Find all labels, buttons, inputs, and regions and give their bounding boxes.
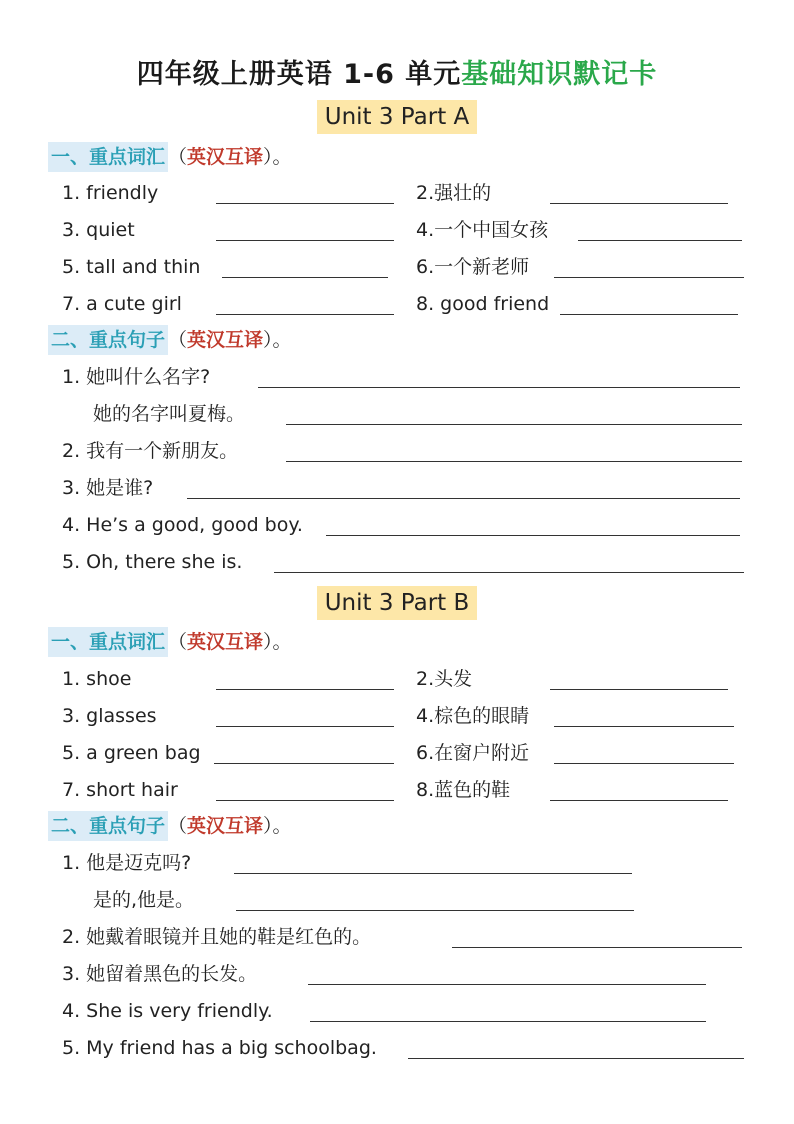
vocab-item: 2.头发: [416, 668, 473, 690]
vocab-item: 4.棕色的眼睛: [416, 705, 530, 727]
sentence-item: 4. She is very friendly.: [62, 1000, 273, 1022]
answer-blank[interactable]: [258, 387, 740, 388]
unit-a-vocab-heading: 一、重点词汇 （英汉互译）。: [48, 142, 292, 172]
sentence-item: 1. 他是迈克吗?: [62, 852, 192, 874]
answer-blank[interactable]: [408, 1058, 744, 1059]
answer-blank[interactable]: [236, 910, 634, 911]
unit-b-sentence-title: 二、重点句子: [48, 811, 168, 841]
sentence-item: 4. He’s a good, good boy.: [62, 514, 303, 536]
answer-blank[interactable]: [554, 726, 734, 727]
answer-blank[interactable]: [216, 689, 394, 690]
vocab-item: 1. shoe: [62, 668, 132, 690]
answer-blank[interactable]: [560, 314, 738, 315]
page-title: [0, 52, 794, 91]
unit-b-vocab-note: 英汉互译: [187, 631, 264, 653]
unit-a-sentence-heading: 二、重点句子 （英汉互译）。: [48, 325, 292, 355]
answer-blank[interactable]: [554, 763, 734, 764]
vocab-item: 3. quiet: [62, 219, 135, 241]
answer-blank[interactable]: [550, 203, 728, 204]
answer-blank[interactable]: [326, 535, 740, 536]
unit-b-label: Unit 3 Part B: [317, 586, 478, 620]
unit-b-vocab-heading: 一、重点词汇 （英汉互译）。: [48, 627, 292, 657]
sentence-item: 5. My friend has a big schoolbag.: [62, 1037, 377, 1059]
answer-blank[interactable]: [216, 726, 394, 727]
vocab-item: 5. tall and thin: [62, 256, 201, 278]
vocab-item: 7. short hair: [62, 779, 178, 801]
vocab-item: 6.在窗户附近: [416, 742, 530, 764]
title-main: 四年级上册英语 1-6 单元: [136, 59, 462, 90]
answer-blank[interactable]: [550, 689, 728, 690]
answer-blank[interactable]: [214, 763, 394, 764]
answer-blank[interactable]: [286, 461, 742, 462]
answer-blank[interactable]: [234, 873, 632, 874]
answer-blank[interactable]: [216, 240, 394, 241]
answer-blank[interactable]: [187, 498, 740, 499]
unit-b-heading: [0, 586, 794, 620]
answer-blank[interactable]: [222, 277, 388, 278]
sentence-item: 是的,他是。: [93, 889, 195, 911]
sentence-item: 她的名字叫夏梅。: [93, 403, 246, 425]
answer-blank[interactable]: [310, 1021, 706, 1022]
vocab-item: 8. good friend: [416, 293, 550, 315]
answer-blank[interactable]: [554, 277, 744, 278]
answer-blank[interactable]: [216, 800, 394, 801]
answer-blank[interactable]: [286, 424, 742, 425]
unit-b-sentence-heading: 二、重点句子 （英汉互译）。: [48, 811, 292, 841]
unit-a-sentence-note: 英汉互译: [187, 329, 264, 351]
unit-a-sentence-title: 二、重点句子: [48, 325, 168, 355]
answer-blank[interactable]: [308, 984, 706, 985]
sentence-item: 2. 我有一个新朋友。: [62, 440, 239, 462]
sentence-item: 5. Oh, there she is.: [62, 551, 243, 573]
vocab-item: 2.强壮的: [416, 182, 492, 204]
sentence-item: 3. 她留着黑色的长发。: [62, 963, 258, 985]
answer-blank[interactable]: [216, 314, 394, 315]
sentence-item: 2. 她戴着眼镜并且她的鞋是红色的。: [62, 926, 372, 948]
answer-blank[interactable]: [216, 203, 394, 204]
answer-blank[interactable]: [578, 240, 742, 241]
vocab-item: 7. a cute girl: [62, 293, 182, 315]
sentence-item: 3. 她是谁?: [62, 477, 154, 499]
unit-b-sentence-note: 英汉互译: [187, 815, 264, 837]
answer-blank[interactable]: [274, 572, 744, 573]
unit-a-label: Unit 3 Part A: [317, 100, 478, 134]
title-highlight: 基础知识默记卡: [461, 59, 658, 90]
vocab-item: 4.一个中国女孩: [416, 219, 549, 241]
vocab-item: 5. a green bag: [62, 742, 201, 764]
answer-blank[interactable]: [550, 800, 728, 801]
vocab-item: 6.一个新老师: [416, 256, 530, 278]
vocab-item: 3. glasses: [62, 705, 157, 727]
sentence-item: 1. 她叫什么名字?: [62, 366, 211, 388]
vocab-item: 1. friendly: [62, 182, 159, 204]
unit-b-vocab-title: 一、重点词汇: [48, 627, 168, 657]
vocab-item: 8.蓝色的鞋: [416, 779, 511, 801]
unit-a-vocab-note: 英汉互译: [187, 146, 264, 168]
unit-a-vocab-title: 一、重点词汇: [48, 142, 168, 172]
unit-a-heading: [0, 100, 794, 134]
answer-blank[interactable]: [452, 947, 742, 948]
